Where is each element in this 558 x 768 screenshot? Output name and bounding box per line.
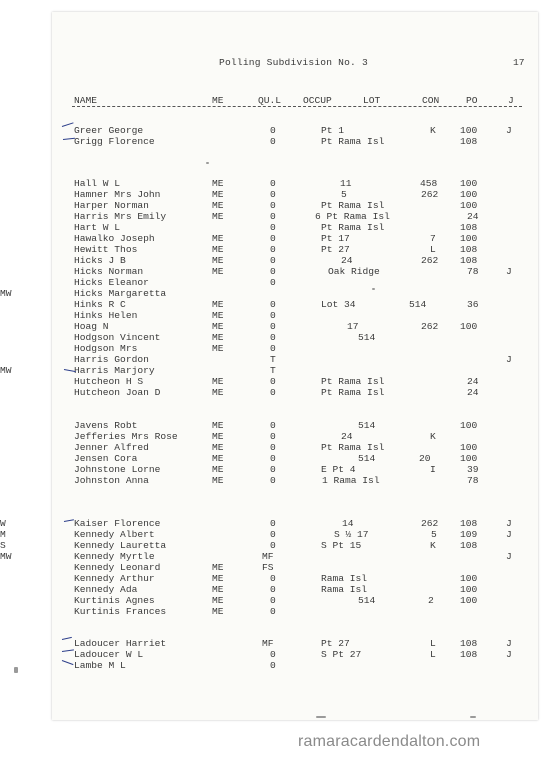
cell-po: 24 [467,387,479,398]
cell-con: 7 [430,233,436,244]
cell-name: Hoag N [74,321,109,332]
cell-me: ME [212,178,224,189]
cell-name: Hodgson Vincent [74,332,161,343]
cell-me: ME [212,211,224,222]
cell-po: 109 [460,529,478,540]
cell-qual: 0 [270,125,276,136]
cell-name: Johnstone Lorne [74,464,161,475]
cell-lot: Pt 27 [321,244,350,255]
cell-name: Harris Marjory [74,365,155,376]
cell-occup: S [0,540,6,551]
voter-row [0,277,558,288]
cell-po: 100 [460,584,478,595]
cell-name: Hicks J B [74,255,126,266]
cell-con: I [430,464,436,475]
cell-me: ME [212,233,224,244]
cell-po: 24 [467,376,479,387]
voter-row [0,200,558,211]
cell-qual: 0 [270,649,276,660]
voter-row [0,299,558,310]
cell-lot: 514 [358,595,376,606]
cell-j: J [506,266,512,277]
voter-row [0,310,558,321]
cell-me: ME [212,387,224,398]
voter-row [0,540,558,551]
cell-name: Ladoucer Harriet [74,638,167,649]
voter-row [0,584,558,595]
cell-qual: MF [262,551,274,562]
cell-name: Kennedy Lauretta [74,540,167,551]
cell-j: J [506,649,512,660]
paper-speck [372,288,375,290]
cell-lot: Pt Rama Isl [321,376,385,387]
cell-con: K [430,431,436,442]
voter-row [0,573,558,584]
cell-name: Kennedy Albert [74,529,155,540]
cell-occup: M [0,529,6,540]
cell-lot: 24 [341,255,353,266]
cell-me: ME [212,606,224,617]
cell-lot: S Pt 15 [321,540,362,551]
cell-po: 108 [460,638,478,649]
cell-qual: 0 [270,211,276,222]
cell-name: Harris Gordon [74,354,149,365]
cell-qual: 0 [270,189,276,200]
cell-me: ME [212,584,224,595]
cell-qual: 0 [270,464,276,475]
cell-lot: 5 [341,189,347,200]
cell-qual: 0 [270,573,276,584]
cell-lot: 14 [342,518,354,529]
cell-name: Greer George [74,125,144,136]
cell-lot: 514 [358,420,376,431]
cell-qual: 0 [270,299,276,310]
cell-po: 100 [460,442,478,453]
cell-name: Harper Norman [74,200,149,211]
cell-me: ME [212,442,224,453]
page-number: 17 [513,57,525,68]
cell-me: ME [212,189,224,200]
header-divider [72,106,522,107]
cell-po: 108 [460,255,478,266]
voter-row [0,649,558,660]
cell-lot: S Pt 27 [321,649,362,660]
cell-name: Hart W L [74,222,121,233]
cell-lot: 6 Pt Rama Isl [315,211,390,222]
cell-lot: Rama Isl [321,584,368,595]
cell-qual: 0 [270,595,276,606]
cell-lot: Pt Rama Isl [321,136,385,147]
cell-lot: Pt 1 [321,125,345,136]
cell-po: 100 [460,178,478,189]
cell-po: 108 [460,222,478,233]
cell-qual: 0 [270,321,276,332]
cell-me: ME [212,310,224,321]
cell-qual: 0 [270,222,276,233]
cell-qual: 0 [270,442,276,453]
voter-row [0,464,558,475]
cell-me: ME [212,431,224,442]
cell-qual: 0 [270,200,276,211]
voter-row [0,211,558,222]
paper-speck [206,162,209,164]
cell-name: Hutcheon H S [74,376,144,387]
cell-name: Hinks R C [74,299,126,310]
cell-me: ME [212,255,224,266]
cell-me: ME [212,573,224,584]
cell-con: L [430,649,436,660]
cell-lot: S ½ 17 [334,529,369,540]
cell-me: ME [212,266,224,277]
cell-qual: 0 [270,606,276,617]
cell-po: 39 [467,464,479,475]
cell-name: Hinks Helen [74,310,138,321]
cell-con: 458 [420,178,438,189]
cell-qual: 0 [270,540,276,551]
cell-name: Hodgson Mrs [74,343,138,354]
cell-qual: 0 [270,584,276,595]
cell-name: Jenner Alfred [74,442,149,453]
cell-qual: 0 [270,387,276,398]
cell-qual: 0 [270,376,276,387]
cell-name: Kennedy Leonard [74,562,161,573]
cell-qual: MF [262,638,274,649]
cell-me: ME [212,244,224,255]
cell-name: Hawalko Joseph [74,233,155,244]
cell-qual: 0 [270,244,276,255]
voter-row [0,136,558,147]
cell-con: L [430,638,436,649]
voter-row [0,529,558,540]
cell-qual: 0 [270,529,276,540]
page-title: Polling Subdivision No. 3 [219,57,368,68]
cell-con: 262 [421,518,439,529]
cell-name: Jefferies Mrs Rose [74,431,178,442]
cell-name: Ladoucer W L [74,649,144,660]
cell-po: 36 [467,299,479,310]
cell-name: Johnston Anna [74,475,149,486]
cell-qual: 0 [270,255,276,266]
cell-po: 108 [460,649,478,660]
cell-lot: Pt 17 [321,233,350,244]
cell-qual: 0 [270,178,276,189]
cell-me: ME [212,475,224,486]
voter-row [0,354,558,365]
header-occup: OCCUP [303,95,332,106]
cell-qual: 0 [270,343,276,354]
cell-po: 108 [460,136,478,147]
voter-row [0,475,558,486]
cell-po: 100 [460,453,478,464]
cell-qual: 0 [270,136,276,147]
cell-con: K [430,540,436,551]
cell-po: 108 [460,540,478,551]
cell-name: Kaiser Florence [74,518,161,529]
cell-name: Harris Mrs Emily [74,211,167,222]
paper-speck [316,716,326,718]
cell-name: Kennedy Ada [74,584,138,595]
voter-row [0,606,558,617]
cell-j: J [506,638,512,649]
cell-con: 262 [421,255,439,266]
voter-row [0,638,558,649]
header-me: ME [212,95,224,106]
cell-name: Hamner Mrs John [74,189,161,200]
voter-row [0,332,558,343]
cell-lot: 1 Rama Isl [322,475,380,486]
cell-occup: MW [0,551,12,562]
cell-po: 100 [460,573,478,584]
voter-row [0,365,558,376]
cell-po: 78 [467,475,479,486]
cell-qual: 0 [270,431,276,442]
voter-row [0,431,558,442]
cell-me: ME [212,420,224,431]
paper-speck [14,667,18,673]
cell-qual: FS [262,562,274,573]
voter-row [0,233,558,244]
cell-me: ME [212,343,224,354]
cell-me: ME [212,595,224,606]
cell-lot: Pt Rama Isl [321,200,385,211]
cell-con: 5 [431,529,437,540]
cell-me: ME [212,332,224,343]
cell-lot: Pt Rama Isl [321,387,385,398]
cell-po: 100 [460,321,478,332]
cell-po: 100 [460,420,478,431]
cell-j: J [506,354,512,365]
voter-row [0,595,558,606]
cell-po: 100 [460,125,478,136]
cell-lot: 11 [340,178,352,189]
cell-me: ME [212,562,224,573]
header-qual: QU.L [258,95,282,106]
cell-lot: Pt Rama Isl [321,222,385,233]
header-name: NAME [74,95,98,106]
header-con: CON [422,95,440,106]
cell-j: J [506,551,512,562]
cell-me: ME [212,453,224,464]
voter-row [0,178,558,189]
cell-name: Hutcheon Joan D [74,387,161,398]
voter-row [0,321,558,332]
cell-name: Kennedy Arthur [74,573,155,584]
cell-qual: 0 [270,266,276,277]
cell-lot: Rama Isl [321,573,368,584]
cell-lot: 514 [358,453,376,464]
cell-qual: T [270,354,276,365]
voter-row [0,387,558,398]
voter-row [0,189,558,200]
cell-name: Kennedy Myrtle [74,551,155,562]
voter-row [0,222,558,233]
cell-qual: T [270,365,276,376]
cell-name: Lambe M L [74,660,126,671]
cell-name: Kurtinis Agnes [74,595,155,606]
cell-lot: Pt 27 [321,638,350,649]
cell-occup: MW [0,288,12,299]
voter-row [0,266,558,277]
cell-con: L [430,244,436,255]
voter-row [0,288,558,299]
header-j: J [508,95,514,106]
cell-lot: 17 [347,321,359,332]
cell-con: 262 [421,321,439,332]
cell-qual: 0 [270,420,276,431]
cell-name: Hicks Margaretta [74,288,167,299]
cell-con: K [430,125,436,136]
voter-row [0,660,558,671]
header-lot: LOT [363,95,381,106]
cell-po: 108 [460,244,478,255]
voter-row [0,562,558,573]
cell-me: ME [212,299,224,310]
paper-speck [470,716,476,718]
cell-lot: Pt Rama Isl [321,442,385,453]
cell-po: 24 [467,211,479,222]
cell-po: 100 [460,595,478,606]
cell-name: Jensen Cora [74,453,138,464]
cell-j: J [506,529,512,540]
cell-qual: 0 [270,475,276,486]
cell-qual: 0 [270,310,276,321]
cell-occup: W [0,518,6,529]
voter-row [0,376,558,387]
cell-con: 262 [421,189,439,200]
cell-name: Hicks Norman [74,266,144,277]
cell-con: 514 [409,299,427,310]
cell-po: 100 [460,233,478,244]
watermark: ramaracardendalton.com [298,733,481,750]
voter-row [0,442,558,453]
voter-row [0,518,558,529]
cell-me: ME [212,464,224,475]
cell-name: Hicks Eleanor [74,277,149,288]
cell-lot: Oak Ridge [328,266,380,277]
voter-row [0,244,558,255]
cell-qual: 0 [270,277,276,288]
cell-me: ME [212,376,224,387]
cell-me: ME [212,321,224,332]
voter-row [0,420,558,431]
cell-po: 100 [460,200,478,211]
voter-row [0,551,558,562]
cell-qual: 0 [270,453,276,464]
cell-lot: Lot 34 [321,299,356,310]
cell-name: Grigg Florence [74,136,155,147]
voter-row [0,125,558,136]
cell-con: 2 [428,595,434,606]
header-po: PO [466,95,478,106]
cell-j: J [506,518,512,529]
cell-qual: 0 [270,660,276,671]
cell-lot: 514 [358,332,376,343]
cell-name: Kurtinis Frances [74,606,167,617]
cell-qual: 0 [270,518,276,529]
cell-qual: 0 [270,233,276,244]
cell-po: 78 [467,266,479,277]
cell-name: Javens Robt [74,420,138,431]
cell-lot: E Pt 4 [321,464,356,475]
voter-row [0,255,558,266]
cell-name: Hewitt Thos [74,244,138,255]
cell-po: 100 [460,189,478,200]
cell-con: 20 [419,453,431,464]
cell-qual: 0 [270,332,276,343]
cell-po: 108 [460,518,478,529]
cell-name: Hall W L [74,178,121,189]
voter-row [0,343,558,354]
cell-occup: MW [0,365,12,376]
cell-j: J [506,125,512,136]
voter-row [0,453,558,464]
cell-lot: 24 [341,431,353,442]
cell-me: ME [212,200,224,211]
